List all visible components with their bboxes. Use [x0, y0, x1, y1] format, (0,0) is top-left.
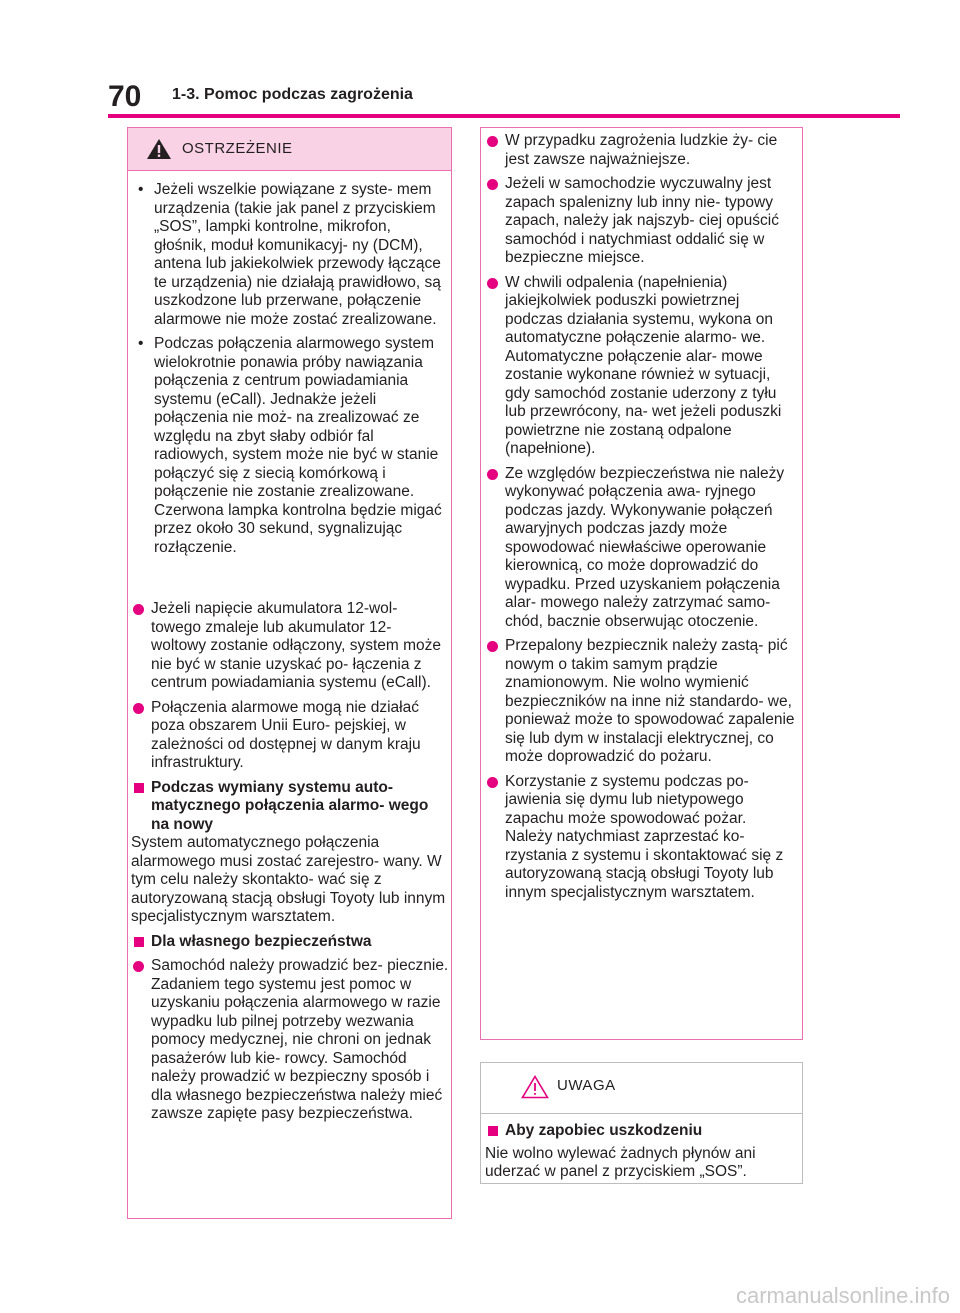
warning-bullet: • Podczas połączenia alarmowego system wielokrotnie ponawia próby nawiązania połączenia z centrum powiadamiania systemu (eCall). Jednakże jeżeli połączenia nie moż- na zrealizować ze względu na zbyt słaby odbiór fal radiowych, system może nie być w stanie połączyć się z siecią komórkową i połączenie nie zostanie zrealizowane. Czerwona lampka kontrolna będzie migać przez około 30 sekund, sygnalizując rozłączenie.	[138, 335, 442, 556]
list-item: Ze względów bezpieczeństwa nie należy wykonywać połączenia awa- ryjnego podczas jazdy. Wykonywanie połączeń awaryjnych podczas jazdy może spowodować niewłaściwe operowanie kierownicą, co może doprowadzić do wypadku. Przed uzyskaniem połączenia alar- mowego należy zatrzymać samo- chód, bacznie obserwując otoczenie.	[485, 465, 796, 632]
bullet-circle-icon	[133, 961, 144, 972]
warning-title: OSTRZEŻENIE	[182, 140, 293, 157]
list-item: Jeżeli napięcie akumulatora 12-wol- towego zmaleje lub akumulator 12- woltowy zostanie odłączony, system może nie być w stanie uzyskać po- łączenia z centrum powiadamiania systemu (eCall).	[131, 600, 449, 693]
list-item: W chwili odpalenia (napełnienia) jakiejkolwiek poduszki powietrznej podczas działania systemu, wykona on automatyczne połączenie alarmo- we. Automatyczne połączenie alar- mowe zostanie wykonane również w sytuacji, gdy samochód zostanie uderzony z tyłu lub przewrócony, na- wet jeżeli poduszki powietrzne nie zostaną odpalone (napełnione).	[485, 274, 796, 459]
header-rule	[108, 114, 900, 118]
caution-triangle-icon	[521, 1075, 549, 1099]
bullet-circle-icon	[487, 179, 498, 190]
bullet-circle-icon	[487, 469, 498, 480]
bullet-square-icon	[488, 1126, 498, 1136]
bullet-circle-icon	[487, 278, 498, 289]
notice-text: Nie wolno wylewać żadnych płynów ani uderzać w panel z przyciskiem „SOS”.	[485, 1144, 756, 1180]
bullet-circle-icon	[133, 604, 144, 615]
warning-box-right	[480, 127, 803, 1040]
bullet-circle-icon	[133, 703, 144, 714]
warning-header	[128, 128, 451, 171]
page-number: 70	[108, 80, 142, 113]
list-item: Korzystanie z systemu podczas po- jawienia się dymu lub nietypowego zapachu może spowodować pożar. Należy natychmiast zaprzestać ko- rzystania z systemu i skontaktować się z autoryzowaną stacją obsługi Toyoty lub innym specjalistycznym warsztatem.	[485, 773, 796, 903]
list-item: Połączenia alarmowe mogą nie działać poza obszarem Unii Euro- pejskiej, w zależności od dostępnej w danym kraju infrastruktury.	[131, 699, 449, 773]
heading-safety: Dla własnego bezpieczeństwa	[131, 933, 449, 952]
bullet-circle-icon	[487, 641, 498, 652]
list-item: W przypadku zagrożenia ludzkie ży- cie jest zawsze najważniejsze.	[485, 132, 796, 169]
warning-bullet: • Jeżeli wszelkie powiązane z syste- mem urządzenia (takie jak panel z przyciskiem „SOS”, lampki kontrolne, mikrofon, głośnik, moduł komunikacyj- ny (DCM), antena lub jakiekolwiek przewody łączące te urządzenia) nie działają prawidłowo, są uszkodzone lub przerwane, połączenie alarmowe nie może zostać zrealizowane.	[138, 181, 441, 328]
notice-box	[480, 1062, 803, 1184]
bullet-square-icon	[134, 937, 144, 947]
bullet-circle-icon	[487, 136, 498, 147]
left-body	[131, 600, 449, 1124]
section-title: 1-3. Pomoc podczas zagrożenia	[172, 86, 413, 103]
bullet-circle-icon	[487, 777, 498, 788]
warning-triangle-icon	[146, 138, 172, 160]
notice-header	[481, 1063, 802, 1114]
notice-heading: Aby zapobiec uszkodzeniu	[485, 1122, 796, 1141]
notice-title: UWAGA	[557, 1077, 616, 1094]
list-item: Przepalony bezpiecznik należy zastą- pić nowym o takim samym prądzie znamionowym. Nie wolno wymienić bezpieczników na inne niż standardo- we, ponieważ może to spowodować zapalenie się lub dym w instalacji elektrycznej, co może doprowadzić do pożaru.	[485, 637, 796, 767]
heading-replace: Podczas wymiany systemu auto- matycznego połączenia alarmo- wego na nowy	[131, 779, 449, 835]
watermark: carmanualsonline.info	[735, 1283, 950, 1308]
replace-text: System automatycznego połączenia alarmowego musi zostać zarejestro- wany. W tym celu należy skontakto- wać się z autoryzowaną stacją obsługi Toyoty lub innym specjalistycznym warsztatem.	[131, 834, 446, 925]
list-item: Samochód należy prowadzić bez- piecznie. Zadaniem tego systemu jest pomoc w uzyskaniu połączenia alarmowego w razie wypadku lub pilnej potrzeby wezwania pomocy medycznej, nie chroni on jednak pasażerów lub kie- rowcy. Samochód należy prowadzić w bezpieczny sposób i dla własnego bezpieczeństwa należy mieć zawsze zapięte pasy bezpieczeństwa.	[131, 957, 449, 1124]
bullet-square-icon	[134, 783, 144, 793]
list-item: Jeżeli w samochodzie wyczuwalny jest zapach spalenizny lub inny nie- typowy zapach, należy jak najszyb- ciej opuścić samochód i natychmiast oddalić się w bezpieczne miejsce.	[485, 175, 796, 268]
